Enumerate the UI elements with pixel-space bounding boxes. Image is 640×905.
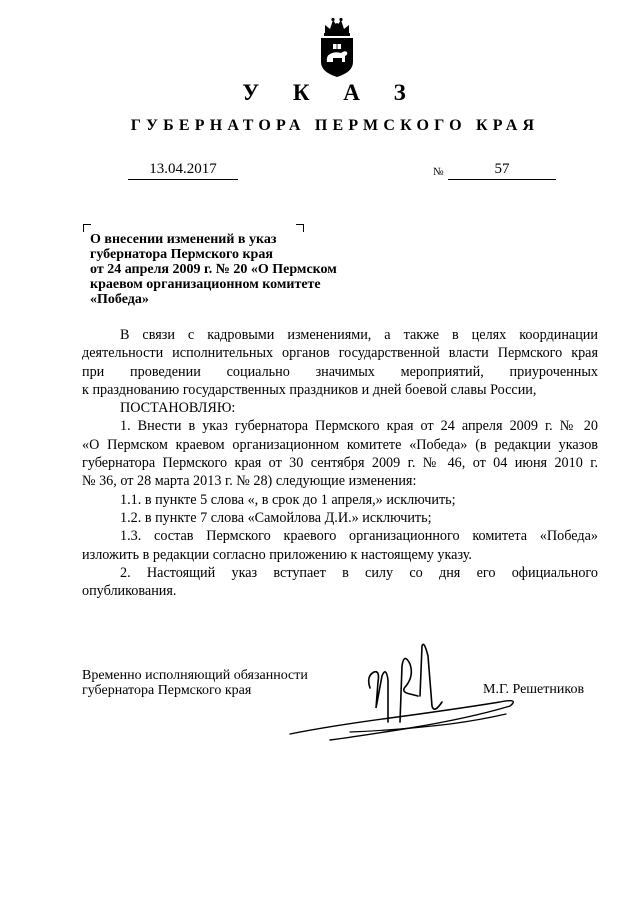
document-number: 57 (448, 160, 556, 180)
item-1-3-line: изложить в редакции согласно приложению к настоящему указу. (82, 546, 472, 563)
decree-body (82, 326, 598, 600)
subject-line: «Победа» (90, 292, 149, 307)
number-sign: № (433, 166, 444, 178)
subject-line: О внесении изменений в указ (90, 232, 277, 247)
item-1-line: «О Пермском краевом организационном комитете «Победа» (в редакции указов (82, 436, 598, 453)
item-1-line: № 36, от 28 марта 2013 г. № 28) следующие изменения: (82, 473, 417, 490)
subject-line: губернатора Пермского края (90, 247, 273, 262)
resolve-heading: ПОСТАНОВЛЯЮ: (120, 400, 236, 417)
document-subtitle: ГУБЕРНАТОРА ПЕРМСКОГО КРАЯ (130, 117, 540, 134)
coat-of-arms-icon (316, 16, 358, 78)
item-1-line: губернатора Пермского края от 30 сентября 2009 г. № 46, от 04 июня 2010 г. (82, 455, 598, 472)
document-subject (90, 232, 390, 307)
item-1-3-line: 1.3. состав Пермского краевого организационного комитета «Победа» (120, 528, 598, 545)
signer-position-line: губернатора Пермского края (82, 683, 252, 698)
subject-bracket-left (83, 224, 91, 232)
subject-line: от 24 апреля 2009 г. № 20 «О Пермском (90, 262, 337, 277)
subject-bracket-right (296, 224, 304, 232)
intro-line: деятельности исполнительных органов государственной власти Пермского края (82, 345, 598, 362)
subject-line: краевом организационном комитете (90, 277, 321, 292)
signer-name: М.Г. Решетников (483, 682, 585, 697)
item-2-line: 2. Настоящий указ вступает в силу со дня его официального (120, 564, 598, 581)
intro-line: при проведении социально значимых мероприятий, приуроченных (82, 363, 598, 380)
item-1-2: 1.2. в пункте 7 слова «Самойлова Д.И.» исключить; (120, 509, 432, 526)
item-2-line: опубликования. (82, 583, 177, 600)
document-title: У К А З (242, 80, 420, 105)
signer-position-line: Временно исполняющий обязанности (82, 668, 308, 683)
item-1-1: 1.1. в пункте 5 слова «, в срок до 1 апреля,» исключить; (120, 491, 456, 508)
intro-line: к празднованию государственных праздников и дней боевой славы России, (82, 381, 537, 398)
document-date: 13.04.2017 (128, 160, 238, 180)
intro-line: В связи с кадровыми изменениями, а также в целях координации (120, 327, 598, 343)
item-1-line: 1. Внести в указ губернатора Пермского края от 24 апреля 2009 г. № 20 (120, 418, 598, 435)
